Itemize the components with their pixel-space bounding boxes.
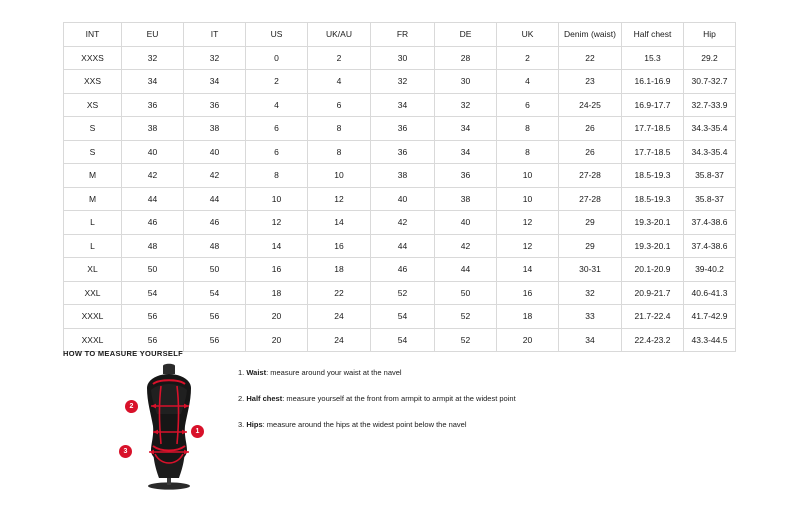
measure-badge-1: 1	[191, 425, 204, 438]
cell-fr: 32	[371, 70, 435, 94]
cell-fr: 38	[371, 164, 435, 188]
cell-uk: 16	[497, 281, 559, 305]
cell-half-chest: 20.1-20.9	[622, 258, 684, 282]
column-header-fr: FR	[371, 23, 435, 47]
cell-int: XL	[64, 258, 122, 282]
cell-eu: 54	[122, 281, 184, 305]
cell-eu: 36	[122, 93, 184, 117]
cell-half-chest: 17.7-18.5	[622, 140, 684, 164]
cell-hip: 35.8-37	[684, 187, 736, 211]
measure-notes	[238, 366, 718, 444]
cell-uk: 2	[497, 46, 559, 70]
mannequin-svg	[103, 362, 233, 492]
cell-denim-waist: 34	[559, 328, 622, 352]
cell-hip: 30.7-32.7	[684, 70, 736, 94]
column-header-half-chest: Half chest	[622, 23, 684, 47]
cell-us: 6	[246, 117, 308, 141]
cell-half-chest: 15.3	[622, 46, 684, 70]
column-header-it: IT	[184, 23, 246, 47]
cell-us: 18	[246, 281, 308, 305]
cell-int: S	[64, 117, 122, 141]
cell-fr: 34	[371, 93, 435, 117]
cell-uk: 4	[497, 70, 559, 94]
column-header-int: INT	[64, 23, 122, 47]
column-header-uk: UK	[497, 23, 559, 47]
cell-us: 20	[246, 305, 308, 329]
cell-denim-waist: 26	[559, 140, 622, 164]
cell-de: 34	[435, 117, 497, 141]
cell-it: 40	[184, 140, 246, 164]
cell-it: 54	[184, 281, 246, 305]
cell-denim-waist: 22	[559, 46, 622, 70]
cell-denim-waist: 32	[559, 281, 622, 305]
cell-uk: 8	[497, 140, 559, 164]
cell-half-chest: 19.3-20.1	[622, 234, 684, 258]
cell-fr: 52	[371, 281, 435, 305]
cell-int: S	[64, 140, 122, 164]
cell-fr: 36	[371, 140, 435, 164]
cell-half-chest: 16.9-17.7	[622, 93, 684, 117]
cell-de: 34	[435, 140, 497, 164]
cell-hip: 43.3-44.5	[684, 328, 736, 352]
mannequin-illustration	[103, 362, 233, 492]
cell-denim-waist: 29	[559, 211, 622, 235]
column-header-eu: EU	[122, 23, 184, 47]
cell-it: 44	[184, 187, 246, 211]
table-row	[64, 46, 736, 70]
cell-us: 4	[246, 93, 308, 117]
cell-de: 50	[435, 281, 497, 305]
cell-de: 52	[435, 328, 497, 352]
cell-eu: 44	[122, 187, 184, 211]
cell-hip: 37.4-38.6	[684, 234, 736, 258]
table-row	[64, 140, 736, 164]
cell-uk-au: 8	[308, 117, 371, 141]
cell-it: 32	[184, 46, 246, 70]
cell-uk: 8	[497, 117, 559, 141]
cell-it: 46	[184, 211, 246, 235]
column-header-de: DE	[435, 23, 497, 47]
cell-uk-au: 4	[308, 70, 371, 94]
column-header-denim-waist: Denim (waist)	[559, 23, 622, 47]
cell-hip: 39-40.2	[684, 258, 736, 282]
measure-badge-2: 2	[125, 400, 138, 413]
cell-half-chest: 22.4-23.2	[622, 328, 684, 352]
cell-it: 34	[184, 70, 246, 94]
cell-half-chest: 19.3-20.1	[622, 211, 684, 235]
cell-eu: 38	[122, 117, 184, 141]
cell-uk: 18	[497, 305, 559, 329]
cell-de: 32	[435, 93, 497, 117]
cell-eu: 40	[122, 140, 184, 164]
cell-us: 14	[246, 234, 308, 258]
measure-note-waist	[238, 366, 718, 379]
table-header-row	[64, 23, 736, 47]
cell-int: XXXS	[64, 46, 122, 70]
cell-hip: 32.7-33.9	[684, 93, 736, 117]
cell-it: 48	[184, 234, 246, 258]
cell-fr: 42	[371, 211, 435, 235]
cell-fr: 36	[371, 117, 435, 141]
cell-us: 12	[246, 211, 308, 235]
cell-uk-au: 8	[308, 140, 371, 164]
cell-half-chest: 20.9-21.7	[622, 281, 684, 305]
table-row	[64, 281, 736, 305]
cell-int: XXS	[64, 70, 122, 94]
measure-note-text: : measure around your waist at the navel	[266, 368, 402, 377]
measure-badge-3: 3	[119, 445, 132, 458]
table-row	[64, 234, 736, 258]
measure-note-index: 2.	[238, 394, 245, 403]
cell-eu: 34	[122, 70, 184, 94]
cell-int: XXXL	[64, 305, 122, 329]
how-to-measure-title: HOW TO MEASURE YOURSELF	[63, 349, 183, 358]
table-row	[64, 164, 736, 188]
cell-uk-au: 24	[308, 328, 371, 352]
cell-uk-au: 6	[308, 93, 371, 117]
cell-half-chest: 17.7-18.5	[622, 117, 684, 141]
cell-de: 52	[435, 305, 497, 329]
how-to-measure-section	[63, 362, 735, 492]
cell-denim-waist: 27-28	[559, 187, 622, 211]
cell-de: 36	[435, 164, 497, 188]
cell-int: M	[64, 187, 122, 211]
cell-half-chest: 18.5-19.3	[622, 164, 684, 188]
cell-hip: 34.3-35.4	[684, 140, 736, 164]
cell-hip: 35.8-37	[684, 164, 736, 188]
cell-hip: 29.2	[684, 46, 736, 70]
cell-uk-au: 2	[308, 46, 371, 70]
size-conversion-table	[63, 22, 736, 352]
cell-de: 30	[435, 70, 497, 94]
cell-denim-waist: 30-31	[559, 258, 622, 282]
cell-denim-waist: 27-28	[559, 164, 622, 188]
cell-denim-waist: 26	[559, 117, 622, 141]
cell-eu: 50	[122, 258, 184, 282]
table-row	[64, 328, 736, 352]
cell-de: 38	[435, 187, 497, 211]
measure-note-text: : measure yourself at the front from armpit to armpit at the widest point	[282, 394, 516, 403]
cell-int: M	[64, 164, 122, 188]
cell-hip: 41.7-42.9	[684, 305, 736, 329]
measure-note-index: 3.	[238, 420, 245, 429]
cell-fr: 54	[371, 328, 435, 352]
cell-fr: 44	[371, 234, 435, 258]
cell-it: 38	[184, 117, 246, 141]
column-header-hip: Hip	[684, 23, 736, 47]
cell-uk: 6	[497, 93, 559, 117]
cell-denim-waist: 29	[559, 234, 622, 258]
cell-us: 8	[246, 164, 308, 188]
cell-hip: 34.3-35.4	[684, 117, 736, 141]
cell-eu: 46	[122, 211, 184, 235]
cell-uk: 12	[497, 234, 559, 258]
cell-eu: 48	[122, 234, 184, 258]
cell-int: L	[64, 234, 122, 258]
cell-fr: 40	[371, 187, 435, 211]
cell-it: 42	[184, 164, 246, 188]
measure-note-index: 1.	[238, 368, 245, 377]
cell-us: 0	[246, 46, 308, 70]
cell-de: 40	[435, 211, 497, 235]
cell-uk-au: 24	[308, 305, 371, 329]
cell-half-chest: 18.5-19.3	[622, 187, 684, 211]
cell-uk-au: 18	[308, 258, 371, 282]
column-header-us: US	[246, 23, 308, 47]
cell-int: XS	[64, 93, 122, 117]
cell-us: 6	[246, 140, 308, 164]
table-row	[64, 70, 736, 94]
cell-denim-waist: 24-25	[559, 93, 622, 117]
cell-int: XXL	[64, 281, 122, 305]
cell-it: 56	[184, 328, 246, 352]
column-header-uk-au: UK/AU	[308, 23, 371, 47]
cell-us: 16	[246, 258, 308, 282]
measure-note-text: : measure around the hips at the widest point below the navel	[262, 420, 467, 429]
cell-it: 36	[184, 93, 246, 117]
cell-uk-au: 14	[308, 211, 371, 235]
cell-half-chest: 21.7-22.4	[622, 305, 684, 329]
cell-hip: 40.6-41.3	[684, 281, 736, 305]
cell-fr: 54	[371, 305, 435, 329]
cell-eu: 32	[122, 46, 184, 70]
measure-note-hips	[238, 418, 718, 431]
cell-uk: 10	[497, 187, 559, 211]
table-row	[64, 305, 736, 329]
table-row	[64, 258, 736, 282]
cell-fr: 46	[371, 258, 435, 282]
table-row	[64, 93, 736, 117]
measure-note-half-chest	[238, 392, 718, 405]
cell-us: 10	[246, 187, 308, 211]
cell-de: 44	[435, 258, 497, 282]
cell-fr: 30	[371, 46, 435, 70]
cell-de: 42	[435, 234, 497, 258]
cell-uk-au: 16	[308, 234, 371, 258]
cell-uk: 12	[497, 211, 559, 235]
measure-note-term: Half chest	[246, 394, 283, 403]
cell-it: 56	[184, 305, 246, 329]
cell-eu: 56	[122, 305, 184, 329]
cell-denim-waist: 23	[559, 70, 622, 94]
cell-us: 20	[246, 328, 308, 352]
cell-uk-au: 22	[308, 281, 371, 305]
cell-denim-waist: 33	[559, 305, 622, 329]
size-table-container	[63, 22, 735, 352]
table-row	[64, 187, 736, 211]
cell-uk-au: 12	[308, 187, 371, 211]
cell-eu: 42	[122, 164, 184, 188]
cell-uk: 14	[497, 258, 559, 282]
cell-half-chest: 16.1-16.9	[622, 70, 684, 94]
cell-eu: 56	[122, 328, 184, 352]
table-row	[64, 211, 736, 235]
cell-us: 2	[246, 70, 308, 94]
cell-uk: 20	[497, 328, 559, 352]
cell-int: L	[64, 211, 122, 235]
cell-uk: 10	[497, 164, 559, 188]
table-row	[64, 117, 736, 141]
cell-uk-au: 10	[308, 164, 371, 188]
cell-it: 50	[184, 258, 246, 282]
cell-de: 28	[435, 46, 497, 70]
measure-note-term: Hips	[246, 420, 263, 429]
cell-hip: 37.4-38.6	[684, 211, 736, 235]
measure-note-term: Waist	[246, 368, 267, 377]
cell-int: XXXL	[64, 328, 122, 352]
